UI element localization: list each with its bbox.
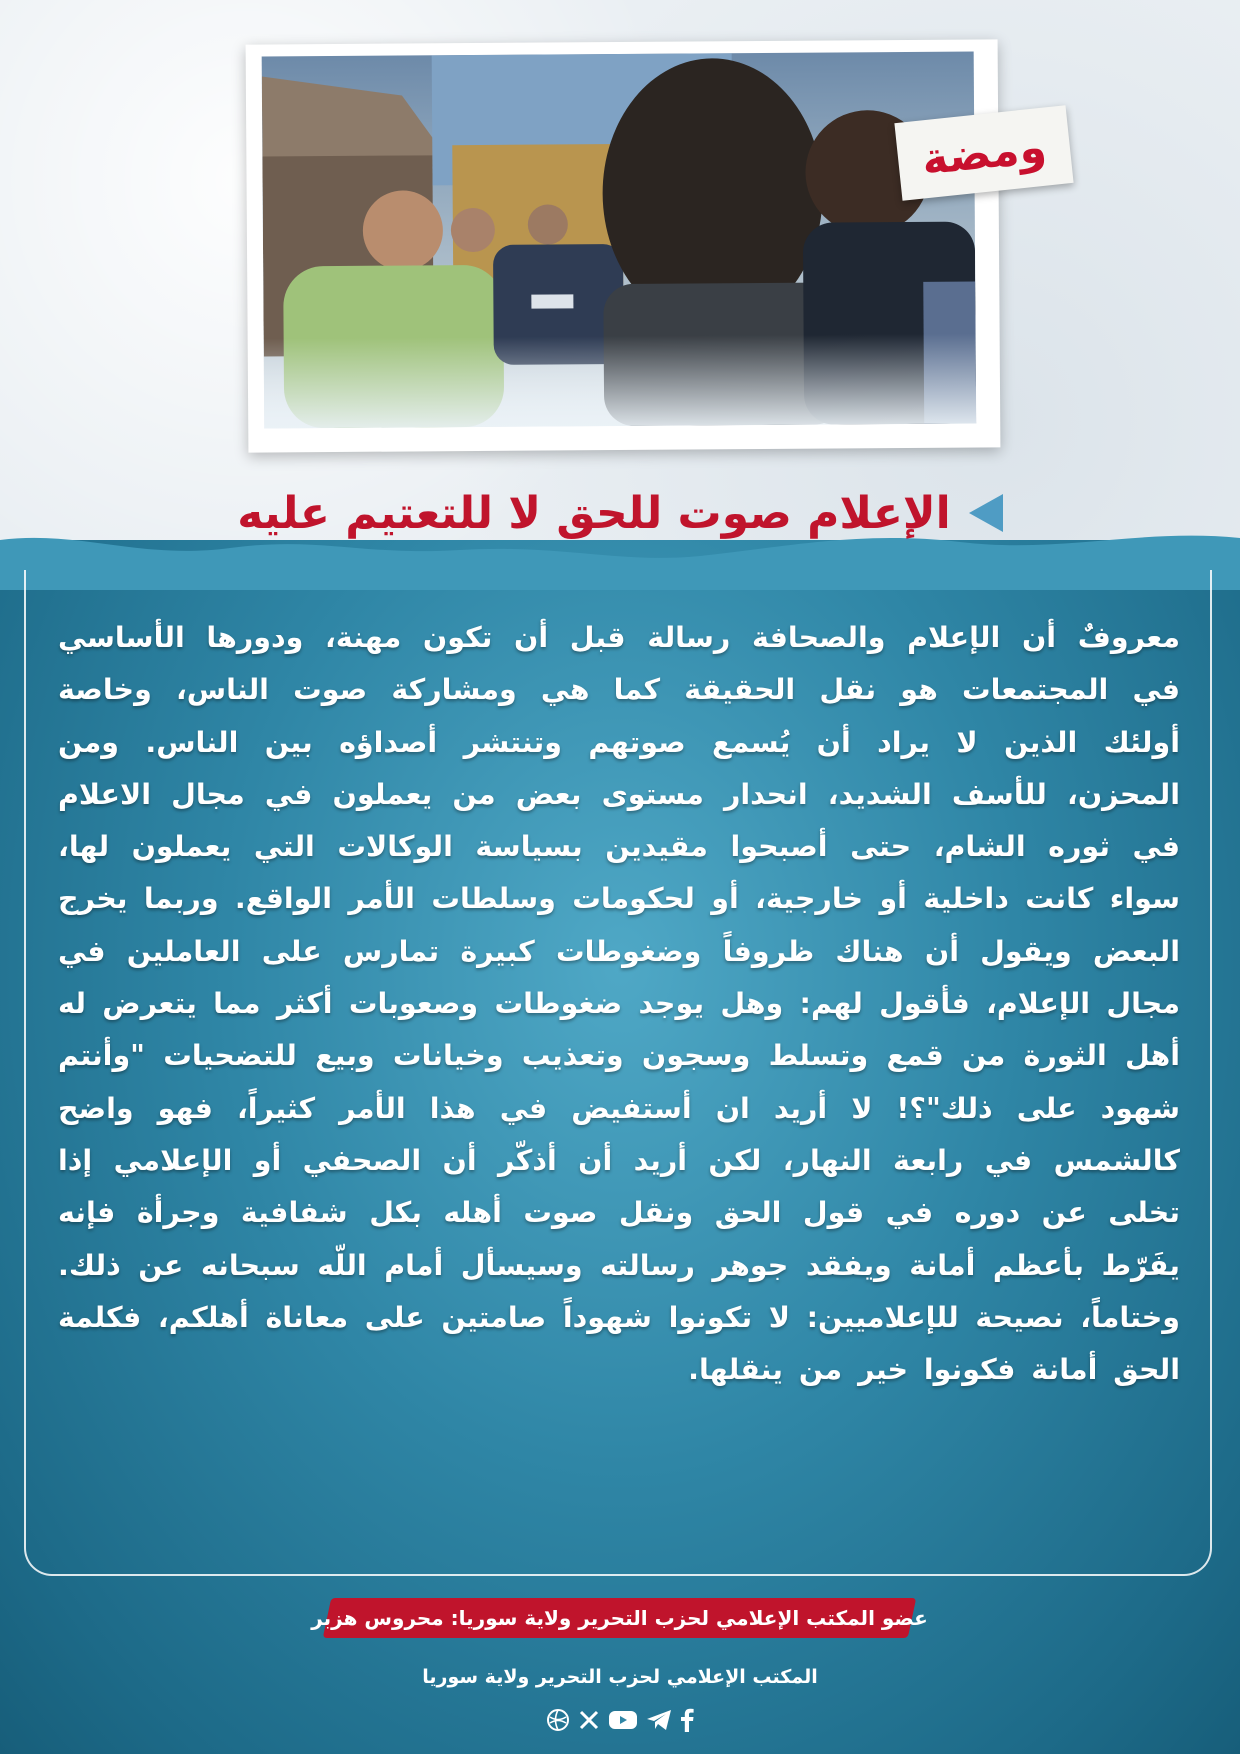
author-banner xyxy=(311,1598,928,1638)
article-body: معروفٌ أن الإعلام والصحافة رسالة قبل أن تكون مهنة، ودورها الأساسي في المجتمعات هو نقل الحقيقة كما هي ومشاركة صوت الناس، وخاصة أولئك الذين لا يراد أن يُسمع صوتهم وتنتشر أصداؤه بين الناس. ومن المحزن، للأسف الشديد، انحدار مستوى بعض من يعملون في مجال الاعلام في ثوره الشام، حتى أصبحوا مقيدين بسياسة الوكالات التي يعملون لها، سواء كانت داخلية أو خارجية، أو لحكومات وسلطات الأمر الواقع. وربما يخرج البعض ويقول أن هناك ظروفاً وضغوطات كبيرة تمارس على العاملين في مجال الإعلام، فأقول لهم: وهل يوجد ضغوطات وصعوبات أكثر مما يتعرض له أهل الثورة من قمع وتسلط وسجون وتعذيب وخيانات وبيع للتضحيات "وأنتم شهود على ذلك"؟! لا أريد ان أستفيض في هذا الأمر كثيراً، فهو واضح كالشمس في رابعة النهار، لكن أريد أن أذكّر أن الصحفي أو الإعلامي إذا تخلى عن دوره في قول الحق ونقل صوت أهله بكل شفافية وجرأة فإنه يفَرّط بأعظم أمانة ويفقد جوهر رسالته وسيسأل أمام اللّه سبحانه عن ذلك. وختاماً، نصيحة للإعلاميين: لا تكونوا شهوداً صامتين على معاناة أهلكم، فكلمة الحق أمانة فكونوا خير من ينقلها. xyxy=(58,621,1180,1387)
title-row xyxy=(0,478,1240,548)
badge-label: ومضة xyxy=(919,121,1049,185)
social-icons xyxy=(548,1705,692,1735)
article-title: الإعلام صوت للحق لا للتعتيم عليه xyxy=(237,487,951,539)
website-icon[interactable] xyxy=(546,1708,570,1732)
youtube-icon[interactable] xyxy=(608,1709,638,1731)
arrow-icon xyxy=(969,494,1003,532)
footer-office: المكتب الإعلامي لحزب التحرير ولاية سوريا xyxy=(422,1666,818,1688)
x-icon[interactable] xyxy=(578,1709,600,1731)
photo-frame xyxy=(246,39,1001,452)
news-photo xyxy=(262,52,977,429)
facebook-icon[interactable] xyxy=(680,1708,694,1732)
telegram-icon[interactable] xyxy=(646,1709,672,1731)
author-label: عضو المكتب الإعلامي لحزب التحرير ولاية سوريا: محروس هزبر xyxy=(311,1606,928,1630)
